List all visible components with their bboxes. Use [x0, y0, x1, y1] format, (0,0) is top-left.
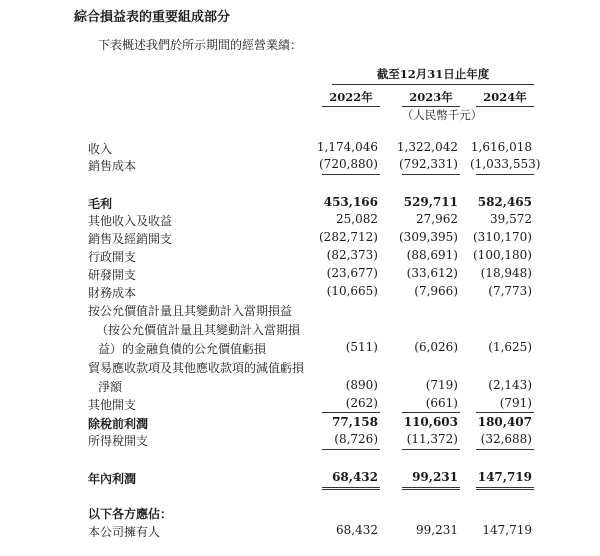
value-2024: (32,688) [480, 432, 532, 446]
row-other-expenses [0, 396, 600, 413]
row-label: 按公允價值計量且其變動計入當期損益 [88, 304, 293, 318]
row-income-tax [0, 432, 600, 449]
value-2022: (82,373) [326, 248, 378, 262]
value-2022: (23,677) [326, 266, 378, 280]
subtotal-line [476, 449, 534, 450]
value-2024: (7,773) [488, 284, 532, 298]
value-2024: (2,143) [488, 378, 532, 392]
value-2023: 27,962 [416, 212, 458, 226]
row-profit-for-year [0, 470, 600, 487]
value-2024: (1,033,553) [470, 157, 541, 171]
row-label: 其他收入及收益 [88, 214, 173, 228]
period-header: 截至12月31日止年度 [376, 67, 490, 81]
row-selling-expenses [0, 230, 600, 247]
value-2024: (18,948) [480, 266, 532, 280]
row-fvtpl-loss-line1 [0, 302, 600, 319]
row-label: 研發開支 [88, 268, 137, 282]
row-label: 銷售及經銷開支 [88, 232, 173, 246]
subtotal-line [476, 412, 534, 413]
row-rd-expenses [0, 266, 600, 283]
value-2024: (1,625) [488, 340, 532, 354]
value-2024: (310,170) [473, 230, 532, 244]
value-2024: 147,719 [477, 470, 532, 484]
value-2022: (10,665) [326, 284, 378, 298]
value-2022: (8,726) [334, 432, 378, 446]
year-header-2023: 2023年 [409, 90, 453, 104]
row-label: 收入 [88, 142, 113, 156]
row-label: （按公允價值計量且其變動計入當期損 [96, 323, 301, 337]
row-impairment-net [0, 378, 600, 395]
row-revenue [0, 140, 600, 157]
row-label: 以下各方應佔： [88, 507, 173, 521]
row-label: 除稅前利潤 [88, 417, 149, 431]
value-2024: 582,465 [477, 195, 532, 209]
value-2023: (33,612) [406, 266, 458, 280]
value-2022: (282,712) [319, 230, 378, 244]
row-label: 益）的金融負債的公允價值虧損 [98, 342, 267, 356]
total-double-line [322, 487, 380, 490]
row-label: 年內利潤 [88, 472, 137, 486]
value-2022: 1,174,046 [316, 140, 378, 154]
year-header-2024: 2024年 [483, 90, 527, 104]
value-2023: 529,711 [403, 195, 458, 209]
value-2023: 1,322,042 [396, 140, 458, 154]
row-gross-profit [0, 195, 600, 212]
value-2023: (7,966) [414, 284, 458, 298]
value-2024: 147,719 [482, 523, 532, 537]
value-2022: (720,880) [319, 157, 378, 171]
total-double-line [402, 487, 460, 490]
row-other-income [0, 212, 600, 229]
row-attributable-heading [0, 505, 600, 522]
row-impairment-line1 [0, 359, 600, 376]
period-underline [332, 84, 534, 85]
subtotal-line [322, 174, 380, 175]
row-owners-of-company [0, 523, 600, 540]
row-label: 財務成本 [88, 286, 137, 300]
value-2023: (719) [425, 378, 458, 392]
row-fvtpl-loss [0, 340, 600, 357]
row-label: 本公司擁有人 [88, 525, 161, 539]
value-2023: (661) [425, 396, 458, 410]
row-finance-costs [0, 284, 600, 301]
value-2023: (792,331) [399, 157, 458, 171]
value-2024: (100,180) [473, 248, 532, 262]
value-2023: 110,603 [403, 415, 458, 429]
value-2023: (6,026) [414, 340, 458, 354]
intro-text: 下表概述我們於所示期間的經營業績： [98, 38, 303, 52]
value-2023: (309,395) [399, 230, 458, 244]
value-2022: (890) [345, 378, 378, 392]
value-2022: 453,166 [323, 195, 378, 209]
total-double-line [476, 487, 534, 490]
subtotal-line [402, 174, 460, 175]
subtotal-line [322, 449, 380, 450]
value-2023: 99,231 [416, 523, 458, 537]
subtotal-line [322, 412, 380, 413]
section-title: 綜合損益表的重要組成部分 [74, 10, 231, 25]
row-admin-expenses [0, 248, 600, 265]
row-profit-before-tax [0, 415, 600, 432]
value-2022: (511) [345, 340, 378, 354]
row-label: 毛利 [88, 197, 113, 211]
year-header-2022: 2022年 [329, 90, 373, 104]
value-2022: (262) [345, 396, 378, 410]
value-2024: (791) [499, 396, 532, 410]
value-2024: 180,407 [477, 415, 532, 429]
row-fvtpl-loss-line2 [0, 321, 600, 338]
value-2023: (11,372) [406, 432, 458, 446]
row-label: 其他開支 [88, 398, 137, 412]
value-2022: 68,432 [332, 470, 378, 484]
value-2024: 1,616,018 [470, 140, 532, 154]
row-label: 淨額 [98, 380, 123, 394]
value-2022: 77,158 [332, 415, 378, 429]
row-label: 貿易應收款項及其他應收款項的減值虧損 [88, 361, 305, 375]
value-2022: 25,082 [336, 212, 378, 226]
subtotal-line [402, 412, 460, 413]
value-2022: 68,432 [336, 523, 378, 537]
value-2023: (88,691) [406, 248, 458, 262]
value-2024: 39,572 [490, 212, 532, 226]
subtotal-line [402, 449, 460, 450]
row-label: 銷售成本 [88, 159, 137, 173]
row-label: 所得稅開支 [88, 434, 149, 448]
row-cost-of-sales [0, 157, 600, 174]
row-label: 行政開支 [88, 250, 137, 264]
value-2023: 99,231 [412, 470, 458, 484]
unit-label: （人民幣千元） [401, 108, 483, 122]
subtotal-line [476, 174, 534, 175]
